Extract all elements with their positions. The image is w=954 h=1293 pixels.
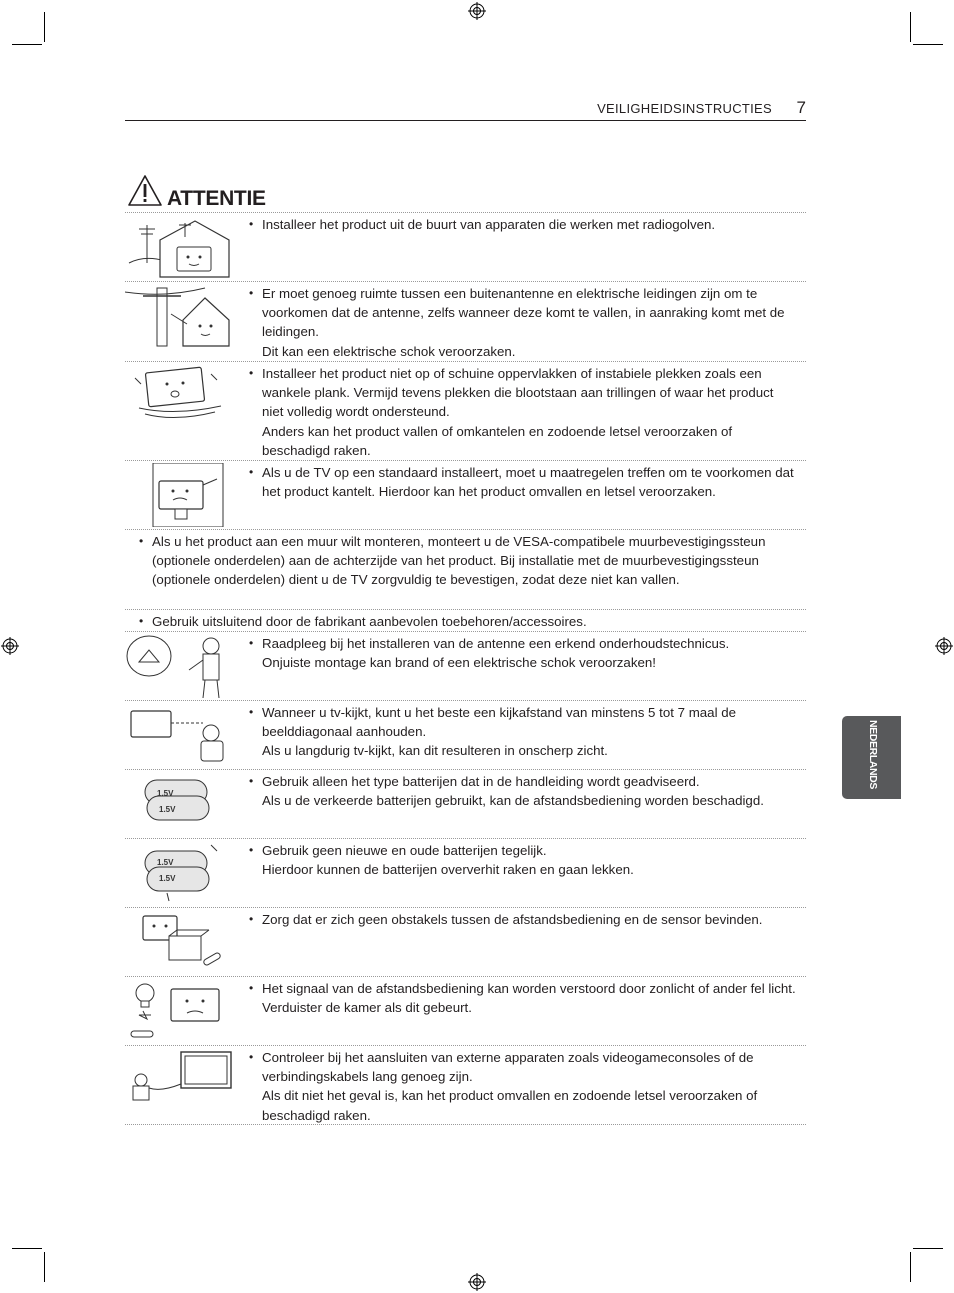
cable-length-icon (125, 1048, 237, 1112)
crop-mark (910, 12, 911, 42)
safety-list (125, 212, 806, 1125)
attention-heading (125, 174, 806, 212)
bullet-continuation: Hierdoor kunnen de batterijen oververhit raken en gaan lekken. (262, 862, 634, 878)
safety-item (125, 282, 806, 362)
bullet-text: • Als u de TV op een standaard installeert, moet u maatregelen treffen om te voorkomen dat het product kantelt. Hierdoor kan het product omvallen en letsel veroorzaken. (262, 463, 796, 501)
safety-item (125, 977, 806, 1046)
bullet-text: • Er moet genoeg ruimte tussen een buitenantenne en elektrische leidingen zijn om te voorkomen dat de antenne, zelfs wanneer deze komt te vallen, in aanraking komt met de leidingen. (262, 284, 796, 342)
language-tab (842, 716, 901, 799)
battery-label: 1.5V (159, 874, 176, 883)
crop-mark (12, 44, 42, 45)
bullet-text: • Raadpleeg bij het installeren van de antenne een erkend onderhoudstechnicus. (262, 634, 796, 653)
technician-icon (125, 634, 237, 698)
safety-item-text (139, 610, 806, 633)
language-tab-label: NEDERLANDS (867, 720, 879, 789)
bullet-text: • Installeer het product uit de buurt van apparaten die werken met radiogolven. (262, 215, 796, 234)
safety-item-text (249, 770, 806, 812)
bullet-text: • Installeer het product niet op of schuine oppervlakken of instabiele plekken zoals een wankele plank. Vermijd tevens plekken die blootstaan aan trillingen of waar het product niet volledig wordt ondersteund. (262, 364, 796, 422)
battery-label: 1.5V (157, 789, 174, 798)
battery-label: 1.5V (157, 858, 174, 867)
warning-triangle-icon (127, 174, 163, 208)
safety-item (125, 701, 806, 770)
crop-mark (44, 1252, 45, 1282)
page-title: ATTENTIE (167, 187, 266, 210)
leaking-batteries-icon (125, 841, 237, 905)
safety-item-text (249, 632, 806, 674)
crop-mark (12, 1248, 42, 1249)
safety-item (125, 1046, 806, 1125)
bullet-text: • Gebruik uitsluitend door de fabrikant aanbevolen toebehoren/accessoires. (152, 612, 796, 631)
safety-item (125, 632, 806, 701)
safety-item (125, 461, 806, 530)
bullet-text: • Controleer bij het aansluiten van externe apparaten zoals videogameconsoles of de verbindingskabels lang genoeg zijn. (262, 1048, 796, 1086)
tv-strap-wall-icon (125, 463, 237, 527)
page-header (125, 96, 806, 121)
safety-item (125, 213, 806, 282)
crop-mark (913, 1248, 943, 1249)
safety-item-text (249, 213, 806, 236)
bullet-text: • Wanneer u tv-kijkt, kunt u het beste een kijkafstand van minstens 5 tot 7 maal de beelddiagonaal aanhouden. (262, 703, 796, 741)
bullet-text: • Als u het product aan een muur wilt monteren, monteert u de VESA-compatibele muurbevestigingssteun (optionele onderdelen) aan de achterzijde van het product. Bij installatie met de muurbevestigingssteun (optionele onderdelen) dient u de TV zorgvuldig te bevestigen, zodat deze niet kan vallen. (152, 532, 796, 590)
safety-item-text (249, 908, 806, 931)
bullet-text: • Zorg dat er zich geen obstakels tussen de afstandsbediening en de sensor bevinden. (262, 910, 796, 929)
bullet-continuation: Dit kan een elektrische schok veroorzaken. (262, 343, 516, 359)
crop-mark (910, 1252, 911, 1282)
safety-item (125, 530, 806, 610)
bullet-continuation: Anders kan het product vallen of omkantelen en zodoende letsel veroorzaken of beschadigd raken. (262, 423, 733, 458)
page-number: 7 (796, 98, 806, 117)
bullet-text: • Gebruik alleen het type batterijen dat in de handleiding wordt geadviseerd. (262, 772, 796, 791)
bullet-continuation: Als u de verkeerde batterijen gebruikt, kan de afstandsbediening worden beschadigd. (262, 793, 764, 809)
safety-item-text (249, 839, 806, 881)
viewing-distance-icon (125, 703, 237, 767)
safety-item (125, 362, 806, 461)
remote-obstacle-icon (125, 910, 237, 974)
antenna-house-icon (125, 215, 237, 279)
bullet-text: • Het signaal van de afstandsbediening kan worden verstoord door zonlicht of ander fel licht. Verduister de kamer als dit gebeurt. (262, 979, 796, 1017)
safety-item (125, 908, 806, 977)
safety-item (125, 770, 806, 839)
registration-mark-icon (468, 2, 486, 20)
safety-item (125, 610, 806, 632)
bullet-continuation: Onjuiste montage kan brand of een elektrische schok veroorzaken! (262, 655, 656, 671)
battery-label: 1.5V (159, 805, 176, 814)
section-title: VEILIGHEIDSINSTRUCTIES (597, 101, 772, 116)
safety-item-text (249, 1046, 806, 1127)
registration-mark-icon (1, 637, 19, 655)
crop-mark (44, 12, 45, 42)
crop-mark (913, 44, 943, 45)
bullet-text: • Gebruik geen nieuwe en oude batterijen tegelijk. (262, 841, 796, 860)
batteries-icon (125, 772, 237, 836)
safety-item-text (249, 977, 806, 1019)
safety-item-text (249, 461, 806, 503)
safety-item-text (139, 530, 806, 592)
safety-item-text (249, 701, 806, 763)
safety-item-text (249, 282, 806, 363)
bullet-continuation: Als u langdurig tv-kijkt, kan dit resulteren in onscherp zicht. (262, 743, 608, 759)
registration-mark-icon (935, 637, 953, 655)
power-line-antenna-icon (125, 284, 237, 348)
safety-item (125, 839, 806, 908)
bright-light-icon (125, 979, 237, 1043)
safety-item-text (249, 362, 806, 462)
registration-mark-icon (468, 1273, 486, 1291)
unstable-tv-icon (125, 364, 237, 428)
bullet-continuation: Als dit niet het geval is, kan het product omvallen en zodoende letsel veroorzaken of beschadigd raken. (262, 1088, 758, 1123)
